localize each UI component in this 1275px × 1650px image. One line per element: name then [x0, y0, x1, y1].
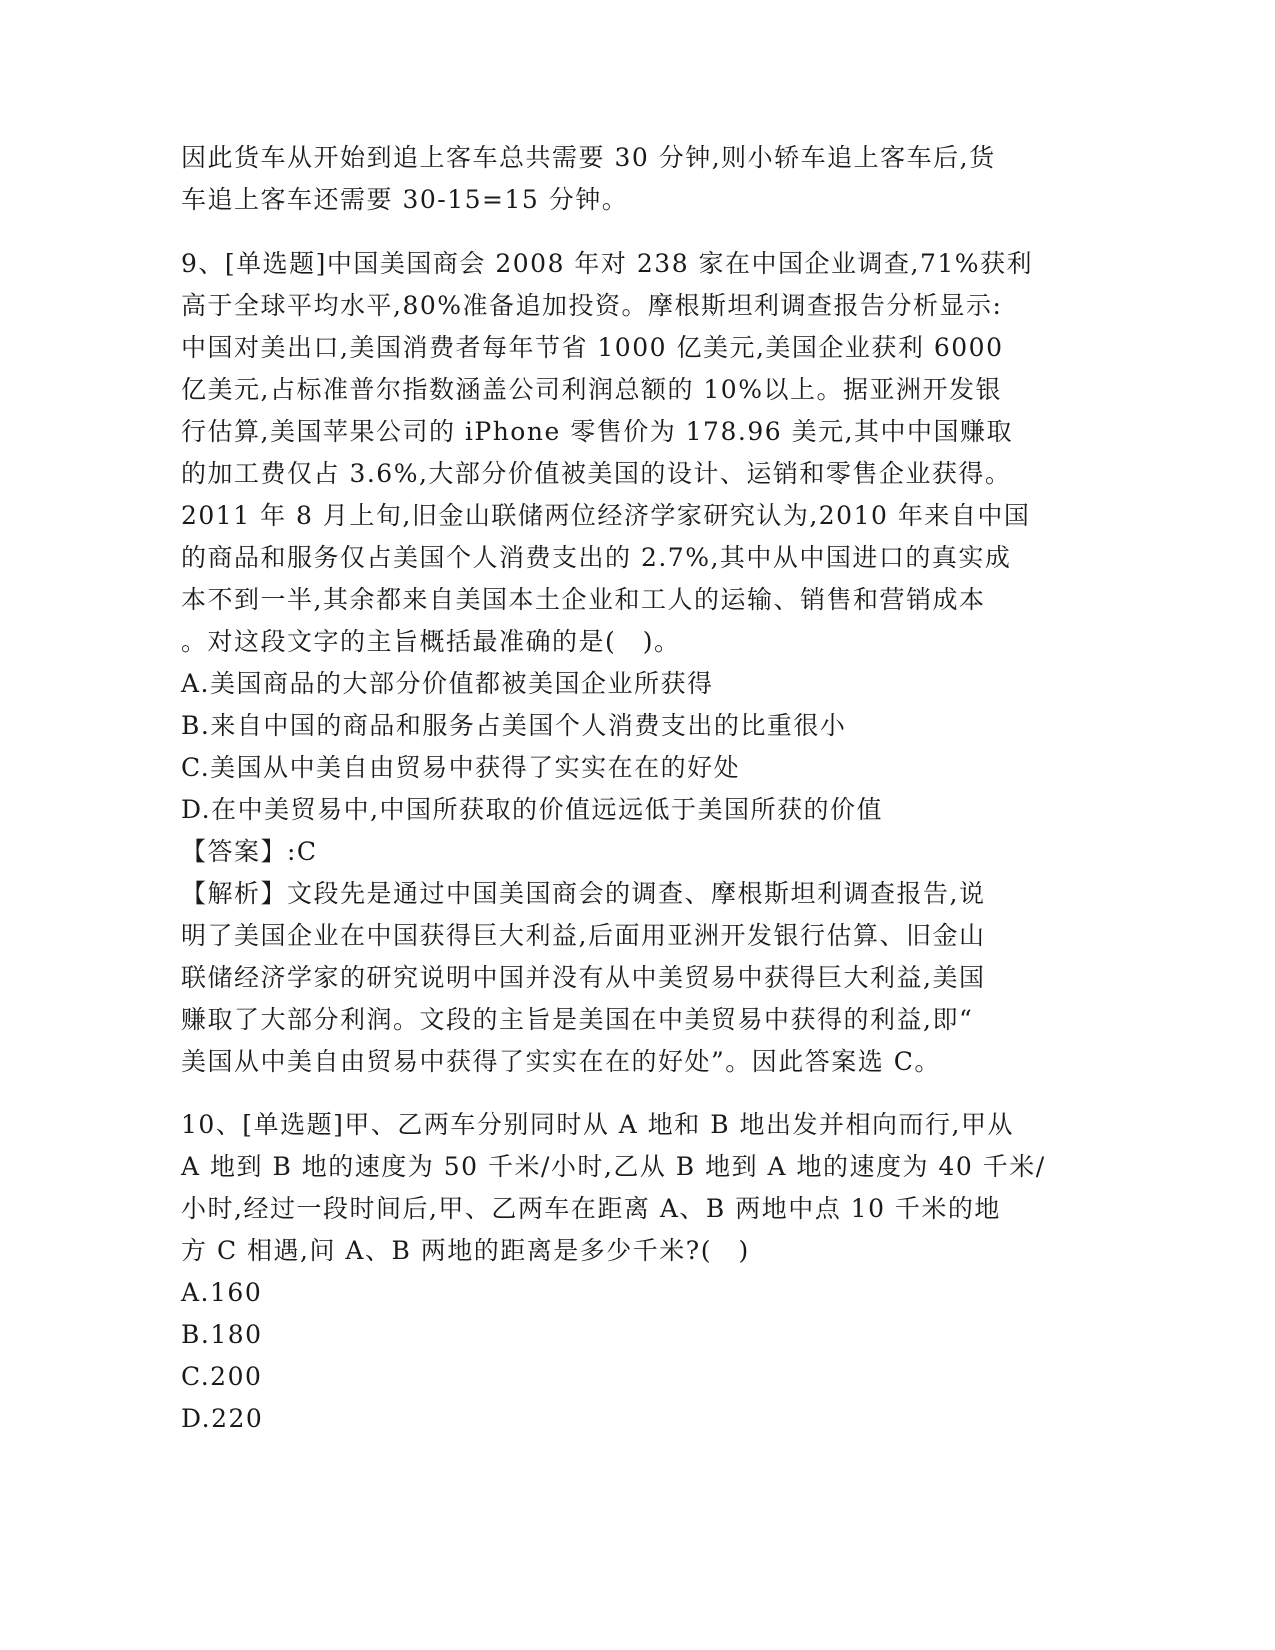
q9-analysis-line: 【解析】文段先是通过中国美国商会的调查、摩根斯坦利调查报告,说 — [181, 879, 986, 908]
q9-stem-line: 2011 年 8 月上旬,旧金山联储两位经济学家研究认为,2010 年来自中国 — [181, 501, 1031, 530]
q9-answer: 【答案】:C — [181, 837, 318, 866]
q10-stem-line: 10、[单选题]甲、乙两车分别同时从 A 地和 B 地出发并相向而行,甲从 — [181, 1110, 1014, 1139]
q9-analysis-line: 美国从中美自由贸易中获得了实实在在的好处”。因此答案选 C。 — [181, 1047, 941, 1076]
q10-stem-line: 小时,经过一段时间后,甲、乙两车在距离 A、B 两地中点 10 千米的地 — [181, 1194, 1001, 1223]
q9-stem-line: 的商品和服务仅占美国个人消费支出的 2.7%,其中从中国进口的真实成 — [181, 543, 1012, 572]
q9-analysis-line: 明了美国企业在中国获得巨大利益,后面用亚洲开发银行估算、旧金山 — [181, 921, 986, 950]
q10-option-c: C.200 — [181, 1362, 263, 1391]
q10-stem-line: A 地到 B 地的速度为 50 千米/小时,乙从 B 地到 A 地的速度为 40 千米/ — [181, 1152, 1046, 1181]
q10-stem-line: 方 C 相遇,问 A、B 两地的距离是多少千米?( ) — [181, 1236, 750, 1265]
q9-stem-line: 本不到一半,其余都来自美国本土企业和工人的运输、销售和营销成本 — [181, 585, 986, 614]
q10-option-a: A.160 — [181, 1278, 263, 1307]
intro-line: 因此货车从开始到追上客车总共需要 30 分钟,则小轿车追上客车后,货 — [181, 143, 996, 172]
q9-analysis-line: 联储经济学家的研究说明中国并没有从中美贸易中获得巨大利益,美国 — [181, 963, 986, 992]
q10-option-b: B.180 — [181, 1320, 263, 1349]
intro-line: 车追上客车还需要 30-15=15 分钟。 — [181, 185, 629, 214]
q9-stem-line: 行估算,美国苹果公司的 iPhone 零售价为 178.96 美元,其中中国赚取 — [181, 417, 1014, 446]
q9-option-b: B.来自中国的商品和服务占美国个人消费支出的比重很小 — [181, 711, 847, 740]
q9-stem-line: 亿美元,占标准普尔指数涵盖公司利润总额的 10%以上。据亚洲开发银 — [181, 375, 1002, 404]
q9-stem-line: 的加工费仅占 3.6%,大部分价值被美国的设计、运销和零售企业获得。 — [181, 459, 1012, 488]
q9-option-a: A.美国商品的大部分价值都被美国企业所获得 — [181, 669, 714, 698]
q9-option-c: C.美国从中美自由贸易中获得了实实在在的好处 — [181, 753, 741, 782]
q9-option-d: D.在中美贸易中,中国所获取的价值远远低于美国所获的价值 — [181, 795, 884, 824]
q9-analysis-line: 赚取了大部分利润。文段的主旨是美国在中美贸易中获得的利益,即“ — [181, 1005, 974, 1034]
q10-option-d: D.220 — [181, 1404, 264, 1433]
q9-stem-line: 中国对美出口,美国消费者每年节省 1000 亿美元,美国企业获利 6000 — [181, 333, 1004, 362]
q9-stem-line: 高于全球平均水平,80%准备追加投资。摩根斯坦利调查报告分析显示: — [181, 291, 1003, 320]
q9-stem-line: 9、[单选题]中国美国商会 2008 年对 238 家在中国企业调查,71%获利 — [181, 249, 1034, 278]
q9-stem-line: 。对这段文字的主旨概括最准确的是( )。 — [181, 627, 681, 656]
